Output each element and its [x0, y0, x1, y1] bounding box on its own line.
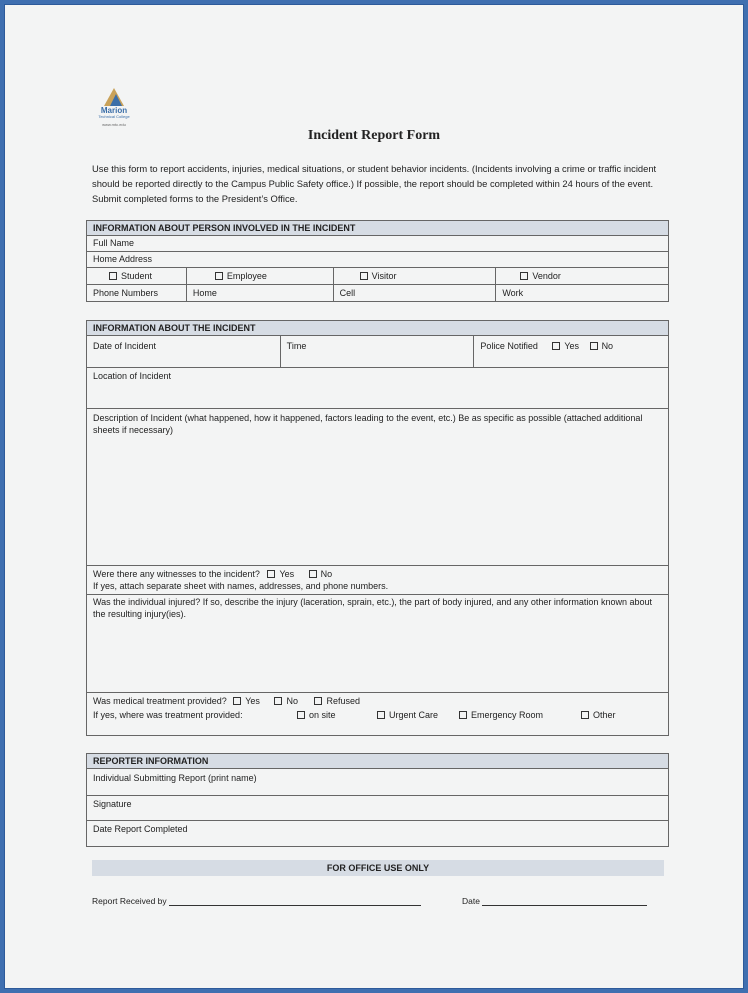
phone-numbers-label: Phone Numbers: [87, 285, 187, 302]
person-table: [86, 220, 669, 302]
witness-no-checkbox[interactable]: [309, 570, 317, 578]
person-header: INFORMATION ABOUT PERSON INVOLVED IN THE INCIDENT: [87, 221, 669, 236]
cell-phone-field[interactable]: Cell: [333, 285, 496, 302]
report-received-field[interactable]: Report Received by: [92, 896, 421, 906]
emergency-room-checkbox[interactable]: [459, 711, 467, 719]
medical-treatment-field: Was medical treatment provided? Yes No Refused If yes, where was treatment provided: on site Urgent Care Emergency Room Other: [87, 693, 669, 736]
location-field[interactable]: Location of Incident: [87, 368, 669, 409]
logo-name: Marion: [100, 106, 128, 115]
reporter-header: REPORTER INFORMATION: [87, 754, 669, 769]
date-completed-field[interactable]: Date Report Completed: [87, 821, 669, 847]
signature-field[interactable]: Signature: [87, 796, 669, 821]
work-phone-field[interactable]: Work: [496, 285, 669, 302]
medical-yes-checkbox[interactable]: [233, 697, 241, 705]
employee-checkbox[interactable]: [215, 272, 223, 280]
date-of-incident-field[interactable]: Date of Incident: [87, 336, 281, 368]
reporter-table: [86, 753, 669, 847]
employee-option[interactable]: Employee: [186, 268, 333, 285]
police-no-checkbox[interactable]: [590, 342, 598, 350]
office-use-header: FOR OFFICE USE ONLY: [92, 860, 664, 876]
office-date-line[interactable]: [482, 896, 647, 906]
onsite-checkbox[interactable]: [297, 711, 305, 719]
college-logo: [92, 86, 140, 130]
visitor-checkbox[interactable]: [360, 272, 368, 280]
received-by-line[interactable]: [169, 896, 421, 906]
injury-field[interactable]: Was the individual injured? If so, describe the injury (laceration, sprain, etc.), the part of body injured, and any other information known about the resulting injury(ies).: [87, 595, 669, 693]
incident-table: [86, 320, 669, 736]
page-title: Incident Report Form: [307, 128, 441, 143]
incident-header: INFORMATION ABOUT THE INCIDENT: [87, 321, 669, 336]
reporter-name-field[interactable]: Individual Submitting Report (print name): [87, 769, 669, 796]
intro-text: Use this form to report accidents, injuries, medical situations, or student behavior incidents. (Incidents involving a crime or traffic incident should be reported directly to the Campus Public Safety office.) If possible, the report should be completed within 24 hours of the event. Submit completed forms to the President’s Office.: [92, 163, 657, 204]
logo-url: www.mtc.edu: [102, 122, 126, 127]
urgent-care-checkbox[interactable]: [377, 711, 385, 719]
police-notified-field: Police Notified Yes No: [474, 336, 669, 368]
vendor-option[interactable]: Vendor: [496, 268, 669, 285]
medical-refused-checkbox[interactable]: [314, 697, 322, 705]
description-field[interactable]: Description of Incident (what happened, how it happened, factors leading to the event, etc.) Be as specific as possible (attached additional sheets if necessary): [87, 409, 669, 566]
office-date-field[interactable]: Date: [462, 896, 647, 906]
medical-no-checkbox[interactable]: [274, 697, 282, 705]
home-phone-field[interactable]: Home: [186, 285, 333, 302]
full-name-field[interactable]: Full Name: [87, 236, 669, 252]
mountain-logo-icon: [102, 86, 126, 106]
other-checkbox[interactable]: [581, 711, 589, 719]
police-yes-checkbox[interactable]: [552, 342, 560, 350]
visitor-option[interactable]: Visitor: [333, 268, 496, 285]
witnesses-field: Were there any witnesses to the incident? Yes No If yes, attach separate sheet with names, addresses, and phone numbers.: [87, 566, 669, 595]
witness-yes-checkbox[interactable]: [267, 570, 275, 578]
student-checkbox[interactable]: [109, 272, 117, 280]
vendor-checkbox[interactable]: [520, 272, 528, 280]
student-option[interactable]: Student: [87, 268, 187, 285]
time-field[interactable]: Time: [280, 336, 474, 368]
home-address-field[interactable]: Home Address: [87, 252, 669, 268]
logo-subtitle: Technical College: [98, 114, 130, 119]
